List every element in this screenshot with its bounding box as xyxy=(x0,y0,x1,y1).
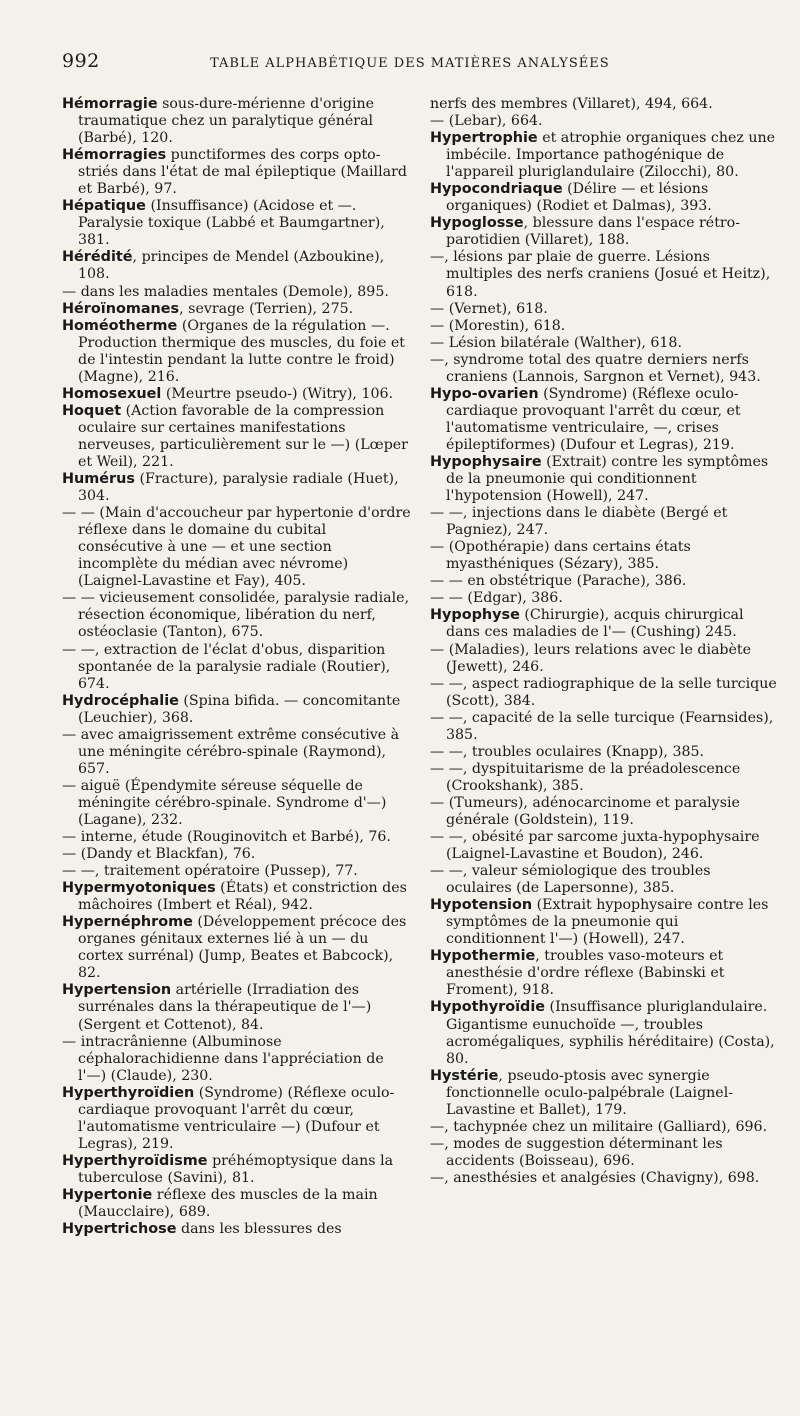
entry-text: (Spina bifida. — concomitante (Leuchier), 368. xyxy=(78,692,401,726)
index-entry xyxy=(430,607,780,641)
entry-text: — — (Edgar), 386. xyxy=(430,590,563,607)
index-entry xyxy=(430,1119,780,1136)
entry-text: — —, capacité de la selle turcique (Fearnsides), 385. xyxy=(430,709,774,743)
entry-text: (Extrait hypophysaire contre les symptômes de la pneumonie qui conditionnent l'—) (Howell), 247. xyxy=(446,897,769,948)
index-entry xyxy=(430,249,780,300)
index-entry xyxy=(430,1068,780,1119)
entry-text: — —, valeur sémiologique des troubles oculaires (de Lapersonne), 385. xyxy=(430,863,711,897)
entry-text: (Insuffisance pluriglandulaire. Gigantisme eunuchoïde —, troubles acromégaliques, syphilis héréditaire) (Costa), 80. xyxy=(446,999,775,1067)
entry-text: (Insuffisance) (Acidose et —. Paralysie toxique (Labbé et Baumgartner), 381. xyxy=(78,198,385,249)
entry-text: réflexe des muscles de la main (Maucclaire), 689. xyxy=(78,1187,378,1221)
index-entry xyxy=(62,863,414,880)
index-entry xyxy=(430,795,780,829)
entry-text: artérielle (Irradiation des surrénales dans la thérapeutique de l'—) (Sergent et Cottenot), 84. xyxy=(78,982,372,1033)
entry-text: (Fracture), paralysie radiale (Huet), 304. xyxy=(78,471,399,505)
index-entry xyxy=(62,829,414,846)
index-entry xyxy=(430,1136,780,1170)
index-entry xyxy=(62,386,414,403)
entry-text: préhémoptysique dans la tuberculose (Savini), 81. xyxy=(78,1152,394,1186)
index-entry xyxy=(62,590,414,641)
entry-text: , blessure dans l'espace rétro-parotidien (Villaret), 188. xyxy=(446,215,741,249)
entry-text: (États) et constriction des mâchoires (Imbert et Réal), 942. xyxy=(78,880,407,914)
entry-headword: Hystérie xyxy=(430,1067,499,1084)
index-entry xyxy=(430,573,780,590)
index-entry xyxy=(62,778,414,829)
index-entry xyxy=(430,215,780,249)
entry-text: —, syndrome total des quatre derniers nerfs craniens (Lannois, Sargnon et Vernet), 943. xyxy=(430,351,761,385)
entry-text: — — en obstétrique (Parache), 386. xyxy=(430,573,687,590)
index-entry xyxy=(430,999,780,1067)
entry-headword: Hypoglosse xyxy=(430,215,524,232)
entry-text: et atrophie organiques chez une imbécile. Importance pathogénique de l'appareil pluriglandulaire (Zilocchi), 80. xyxy=(446,130,776,181)
entry-headword: Hémorragies xyxy=(62,147,167,164)
entry-text: — avec amaigrissement extrême consécutive à une méningite cérébro-spinale (Raymond), 657. xyxy=(62,726,400,777)
entry-headword: Hyperthyroïdien xyxy=(62,1084,195,1101)
index-entry xyxy=(430,948,780,999)
entry-text: dans les blessures des xyxy=(176,1221,342,1238)
entry-text: — (Vernet), 618. xyxy=(430,300,548,317)
entry-headword: Hémorragie xyxy=(62,96,158,112)
entry-text: —, tachypnée chez un militaire (Galliard), 696. xyxy=(430,1118,768,1135)
entry-headword: Hypophyse xyxy=(430,607,520,624)
entry-headword: Hypocondriaque xyxy=(430,181,563,198)
entry-headword: Hypermyotoniques xyxy=(62,880,216,897)
entry-text: (Action favorable de la compression oculaire sur certaines manifestations nerveuses, particulièrement sur le —) (Lœper et Weil), 221. xyxy=(78,402,408,470)
index-entry xyxy=(62,147,414,198)
entry-text: — —, obésité par sarcome juxta-hypophysaire (Laignel-Lavastine et Boudon), 246. xyxy=(430,829,760,863)
entry-text: , pseudo-ptosis avec synergie fonctionnelle oculo-palpébrale (Laignel-Lavastine et Ballet), 179. xyxy=(446,1067,734,1118)
index-entry xyxy=(62,727,414,778)
entry-text: — —, troubles oculaires (Knapp), 385. xyxy=(430,743,705,760)
index-entry xyxy=(430,710,780,744)
index-entry xyxy=(62,96,414,147)
entry-headword: Hypothermie xyxy=(430,948,536,965)
entry-text: sous-dure-mérienne d'origine traumatique chez un paralytique général (Barbé), 120. xyxy=(78,96,375,147)
entry-text: — dans les maladies mentales (Demole), 895. xyxy=(62,283,389,300)
entry-text: (Délire — et lésions organiques) (Rodiet et Dalmas), 393. xyxy=(446,181,712,215)
index-entry xyxy=(430,318,780,335)
index-entry xyxy=(430,642,780,676)
entry-headword: Hépatique xyxy=(62,198,146,215)
entry-text: — — (Main d'accoucheur par hypertonie d'ordre réflexe dans le domaine du cubital consécutive à une — et une section incomplète du médian avec névrome) (Laignel-Lavastine et Fay), 405. xyxy=(62,505,411,590)
index-entry xyxy=(430,386,780,454)
index-entry xyxy=(430,676,780,710)
entry-text: — (Lebar), 664. xyxy=(430,113,543,130)
entry-text: — (Opothérapie) dans certains états myasthéniques (Sézary), 385. xyxy=(430,539,691,573)
entry-headword: Hypothyroïdie xyxy=(430,999,546,1016)
entry-text: (Syndrome) (Réflexe oculo-cardiaque provoquant l'arrêt du cœur, et l'automatisme ventriculaire, —, crises épileptiformes) (Dufour et Legras), 219. xyxy=(446,385,741,453)
index-entry xyxy=(430,539,780,573)
entry-text: — — vicieusement consolidée, paralysie radiale, résection économique, libération du nerf, ostéoclasie (Tanton), 675. xyxy=(62,590,410,641)
entry-headword: Hypertrichose xyxy=(62,1221,177,1238)
page-number: 992 xyxy=(62,50,100,72)
index-entry xyxy=(430,897,780,948)
entry-headword: Hoquet xyxy=(62,402,122,419)
index-entry xyxy=(62,693,414,727)
entry-text: (Syndrome) (Réflexe oculo-cardiaque provoquant l'arrêt du cœur, l'automatisme ventriculaire —) (Dufour et Legras), 219. xyxy=(78,1084,395,1152)
entry-text: (Organes de la régulation —. Production thermique des muscles, du foie et de l'intestin pendant la lutte contre le froid) (Magne), 216. xyxy=(78,317,405,385)
index-entry xyxy=(62,982,414,1033)
entry-text: —, lésions par plaie de guerre. Lésions multiples des nerfs craniens (Josué et Heitz), 618. xyxy=(430,249,771,300)
right-column xyxy=(430,96,780,1187)
index-entry xyxy=(430,1170,780,1187)
entry-text: — Lésion bilatérale (Walther), 618. xyxy=(430,334,682,351)
page-header xyxy=(62,50,760,80)
index-entry xyxy=(62,1153,414,1187)
index-entry xyxy=(430,590,780,607)
entry-headword: Hérédité xyxy=(62,249,133,266)
entry-text: —, anesthésies et analgésies (Chavigny), 698. xyxy=(430,1169,760,1186)
entry-headword: Héroïnomanes xyxy=(62,300,180,317)
entry-headword: Hypophysaire xyxy=(430,453,542,470)
entry-text: — (Dandy et Blackfan), 76. xyxy=(62,846,256,863)
index-entry xyxy=(430,744,780,761)
index-entry xyxy=(62,642,414,693)
entry-text: (Développement précoce des organes génitaux externes lié à un — du cortex surrénal) (Jump, Beates et Babcock), 82. xyxy=(78,914,407,982)
entry-text: (Meurtre pseudo-) (Witry), 106. xyxy=(161,385,394,402)
index-entry xyxy=(62,846,414,863)
index-entry xyxy=(430,301,780,318)
entry-text: —, modes de suggestion déterminant les accidents (Boisseau), 696. xyxy=(430,1135,723,1169)
entry-text: — aiguë (Épendymite séreuse séquelle de méningite cérébro-spinale. Syndrome d'—) (Lagane), 232. xyxy=(62,777,387,828)
entry-text: — —, traitement opératoire (Pussep), 77. xyxy=(62,863,358,880)
index-entry xyxy=(62,1085,414,1153)
index-entry xyxy=(62,880,414,914)
entry-headword: Hypernéphrome xyxy=(62,914,193,931)
entry-text: — —, injections dans le diabète (Bergé et Pagniez), 247. xyxy=(430,505,728,539)
entry-text: — —, aspect radiographique de la selle turcique (Scott), 384. xyxy=(430,675,777,709)
index-entry xyxy=(62,284,414,301)
index-entry xyxy=(62,1187,414,1221)
entry-text: — (Tumeurs), adénocarcinome et paralysie générale (Goldstein), 119. xyxy=(430,794,740,828)
index-entry xyxy=(430,352,780,386)
entry-headword: Homosexuel xyxy=(62,385,162,402)
index-entry xyxy=(430,113,780,130)
entry-text: , sevrage (Terrien), 275. xyxy=(179,300,354,317)
index-entry xyxy=(62,505,414,590)
entry-headword: Hypotension xyxy=(430,897,533,914)
entry-headword: Homéotherme xyxy=(62,317,178,334)
entry-text: (Chirurgie), acquis chirurgical dans ces maladies de l'— (Cushing) 245. xyxy=(446,607,744,641)
left-column xyxy=(62,96,414,1238)
index-entry xyxy=(430,761,780,795)
index-entry xyxy=(430,130,780,181)
index-entry xyxy=(62,1221,414,1238)
entry-headword: Hypertrophie xyxy=(430,130,538,147)
index-entry xyxy=(62,471,414,505)
entry-text: punctiformes des corps opto-striés dans l'état de mal épileptique (Maillard et Barbé), 97. xyxy=(78,147,407,198)
entry-text: — interne, étude (Rouginovitch et Barbé), 76. xyxy=(62,829,391,846)
entry-text: (Extrait) contre les symptômes de la pneumonie qui conditionnent l'hypotension (Howell), 247. xyxy=(446,453,769,505)
index-entry xyxy=(430,96,780,113)
entry-headword: Hyperthyroïdisme xyxy=(62,1152,208,1169)
entry-headword: Hypertension xyxy=(62,982,172,999)
index-entry xyxy=(62,1034,414,1085)
index-entry xyxy=(430,335,780,352)
index-entry xyxy=(430,181,780,215)
index-entry xyxy=(430,829,780,863)
entry-text: — (Morestin), 618. xyxy=(430,317,566,334)
entry-text: , principes de Mendel (Azboukine), 108. xyxy=(78,249,385,283)
entry-headword: Hypertonie xyxy=(62,1187,153,1203)
index-entry xyxy=(62,198,414,249)
index-entry xyxy=(430,454,780,505)
entry-text: , troubles vaso-moteurs et anesthésie d'ordre réflexe (Babinski et Froment), 918. xyxy=(446,948,725,999)
entry-headword: Hydrocéphalie xyxy=(62,692,179,709)
index-entry xyxy=(430,863,780,897)
entry-text: nerfs des membres (Villaret), 494, 664. xyxy=(430,96,713,112)
index-entry xyxy=(62,301,414,318)
index-entry xyxy=(62,403,414,471)
running-title: TABLE ALPHABÉTIQUE DES MATIÈRES ANALYSÉES xyxy=(210,56,610,71)
entry-headword: Humérus xyxy=(62,471,135,488)
index-entry xyxy=(62,249,414,283)
entry-headword: Hypo-ovarien xyxy=(430,385,539,402)
index-entry xyxy=(62,914,414,982)
entry-text: — (Maladies), leurs relations avec le diabète (Jewett), 246. xyxy=(430,641,752,675)
entry-text: — —, dyspituitarisme de la préadolescence (Crookshank), 385. xyxy=(430,760,741,794)
entry-text: — intracrânienne (Albuminose céphalorachidienne dans l'appréciation de l'—) (Claude), 230. xyxy=(62,1033,384,1084)
index-entry xyxy=(62,318,414,386)
entry-text: — —, extraction de l'éclat d'obus, disparition spontanée de la paralysie radiale (Routier), 674. xyxy=(62,641,391,692)
index-entry xyxy=(430,505,780,539)
